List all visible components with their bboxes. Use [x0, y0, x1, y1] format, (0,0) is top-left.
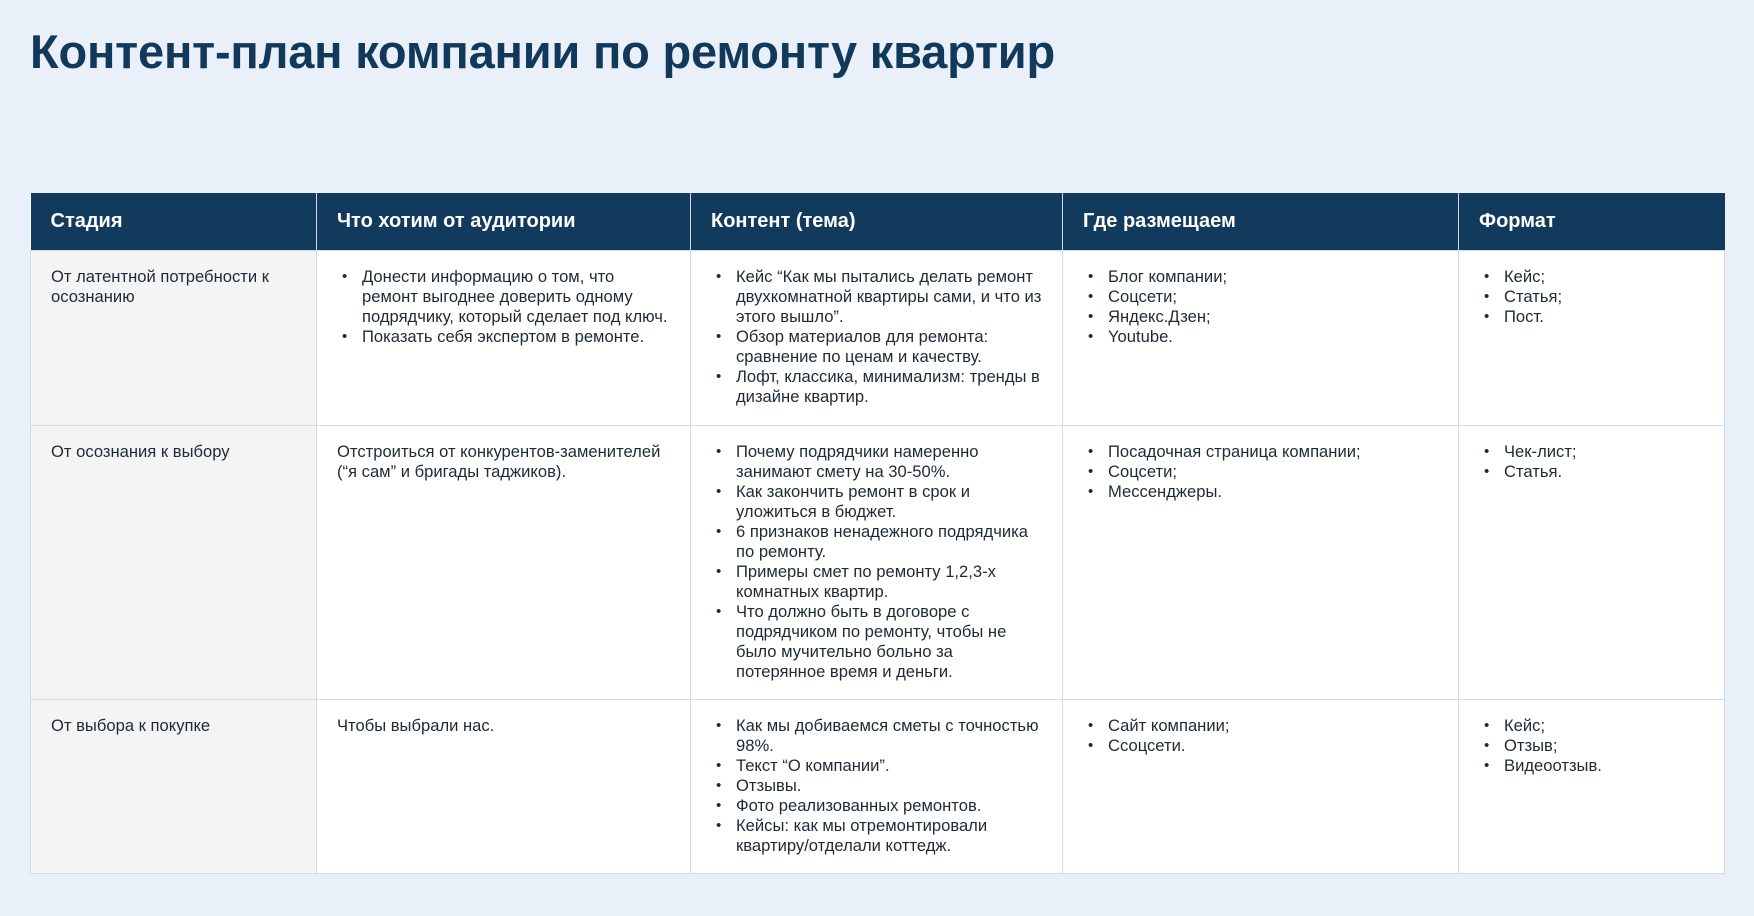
list-item: • Яндекс.Дзен; — [1083, 307, 1438, 327]
list-item: • Мессенджеры. — [1083, 482, 1438, 502]
goal-text: Чтобы выбрали нас. — [337, 715, 495, 735]
content-list — [711, 267, 1042, 407]
stage-cell — [31, 425, 317, 699]
list-item: • Отзывы. — [711, 776, 1042, 796]
table-row — [31, 250, 1725, 425]
header-content: Контент (тема) — [691, 193, 1063, 250]
list-item: • Обзор материалов для ремонта: сравнение по ценам и качеству. — [711, 327, 1042, 367]
list-item: • Как мы добиваемся сметы с точностью 98%. — [711, 716, 1042, 756]
header-format: Формат — [1459, 193, 1725, 250]
stage-text: От латентной потребности к осознанию — [51, 266, 269, 306]
list-item: • Что должно быть в договоре с подрядчиком по ремонту, чтобы не было мучительно больно за потерянное время и деньги. — [711, 602, 1042, 682]
list-item: • Донести информацию о том, что ремонт выгоднее доверить одному подрядчику, который сделает под ключ. — [337, 267, 670, 327]
header-goal: Что хотим от аудитории — [317, 193, 691, 250]
stage-text: От осознания к выбору — [51, 441, 230, 461]
list-item: • Видеоотзыв. — [1479, 756, 1704, 776]
list-item: • Блог компании; — [1083, 267, 1438, 287]
list-item: • Пост. — [1479, 307, 1704, 327]
list-item: • Как закончить ремонт в срок и уложиться в бюджет. — [711, 482, 1042, 522]
list-item: • Сайт компании; — [1083, 716, 1438, 736]
list-item: • Фото реализованных ремонтов. — [711, 796, 1042, 816]
list-item: • Ссоцсети. — [1083, 736, 1438, 756]
placement-cell — [1063, 425, 1459, 699]
format-list — [1479, 267, 1704, 327]
placement-list — [1083, 267, 1438, 347]
list-item: • Статья. — [1479, 462, 1704, 482]
format-cell — [1459, 699, 1725, 873]
placement-list — [1083, 716, 1438, 756]
content-cell — [691, 425, 1063, 699]
stage-cell — [31, 699, 317, 873]
list-item: • Показать себя экспертом в ремонте. — [337, 327, 670, 347]
table-row — [31, 425, 1725, 699]
stage-cell — [31, 250, 317, 425]
table-row — [31, 699, 1725, 873]
list-item: • Кейс; — [1479, 716, 1704, 736]
list-item: • Соцсети; — [1083, 287, 1438, 307]
content-cell — [691, 250, 1063, 425]
format-list — [1479, 716, 1704, 776]
page-title: Контент-план компании по ремонту квартир — [30, 25, 1056, 78]
goal-cell — [317, 699, 691, 873]
list-item: • Кейс; — [1479, 267, 1704, 287]
format-cell — [1459, 425, 1725, 699]
list-item: • Почему подрядчики намеренно занимают смету на 30-50%. — [711, 442, 1042, 482]
list-item: • Youtube. — [1083, 327, 1438, 347]
list-item: • 6 признаков ненадежного подрядчика по ремонту. — [711, 522, 1042, 562]
header-stage: Стадия — [31, 193, 317, 250]
placement-cell — [1063, 699, 1459, 873]
list-item: • Текст “О компании”. — [711, 756, 1042, 776]
content-list — [711, 716, 1042, 856]
format-list — [1479, 442, 1704, 482]
placement-list — [1083, 442, 1438, 502]
list-item: • Кейс “Как мы пытались делать ремонт двухкомнатной квартиры сами, и что из этого вышло”. — [711, 267, 1042, 327]
list-item: • Посадочная страница компании; — [1083, 442, 1438, 462]
goal-text: Отстроиться от конкурентов-заменителей (“я сам” и бригады таджиков). — [337, 441, 661, 481]
goal-cell — [317, 250, 691, 425]
goal-list — [337, 267, 670, 347]
stage-text: От выбора к покупке — [51, 715, 211, 735]
list-item: • Отзыв; — [1479, 736, 1704, 756]
list-item: • Статья; — [1479, 287, 1704, 307]
content-list — [711, 442, 1042, 682]
list-item: • Кейсы: как мы отремонтировали квартиру/отделали коттедж. — [711, 816, 1042, 856]
format-cell — [1459, 250, 1725, 425]
list-item: • Соцсети; — [1083, 462, 1438, 482]
header-placement: Где размещаем — [1063, 193, 1459, 250]
content-plan-table — [30, 193, 1725, 874]
list-item: • Примеры смет по ремонту 1,2,3-х комнатных квартир. — [711, 562, 1042, 602]
list-item: • Лофт, классика, минимализм: тренды в дизайне квартир. — [711, 367, 1042, 407]
table-header-row — [31, 193, 1725, 250]
placement-cell — [1063, 250, 1459, 425]
list-item: • Чек-лист; — [1479, 442, 1704, 462]
goal-cell — [317, 425, 691, 699]
content-cell — [691, 699, 1063, 873]
